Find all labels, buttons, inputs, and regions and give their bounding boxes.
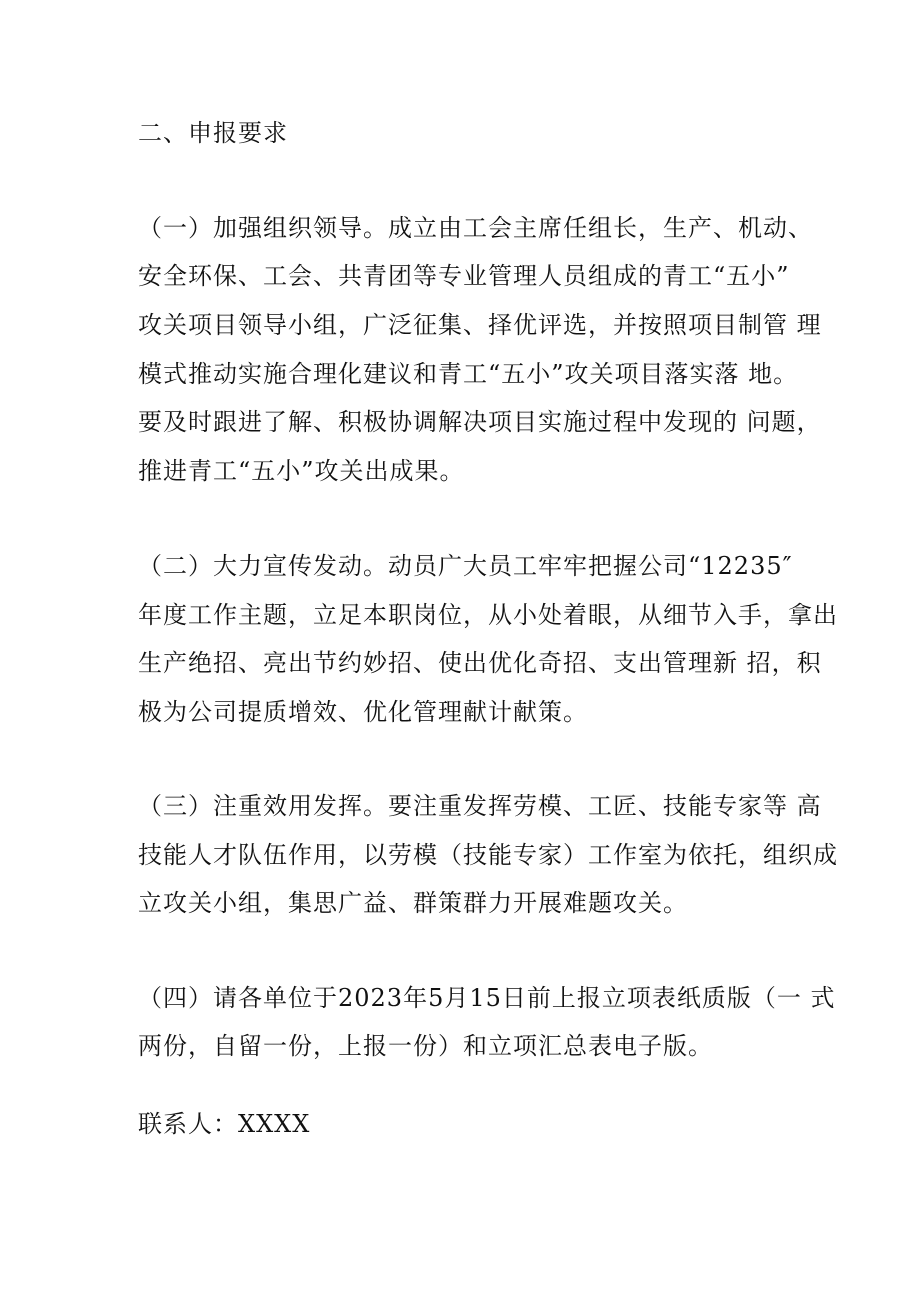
- paragraph-line: 推进青工“五小”攻关出成果。: [138, 457, 465, 485]
- paragraph-line: （四）请各单位于2023年5月15日前上报立项表纸质版（一 式: [138, 984, 836, 1012]
- paragraph-line: （三）注重效用发挥。要注重发挥劳模、工匠、技能专家等 高: [138, 792, 822, 820]
- contact-line: 联系人：XXXX: [138, 1110, 311, 1138]
- paragraph-line: 要及时跟进了解、积极协调解决项目实施过程中发现的 问题，: [138, 408, 822, 436]
- paragraph-line: 技能人才队伍作用，以劳模（技能专家）工作室为依托，组织成: [138, 841, 838, 869]
- paragraph-line: 安全环保、工会、共青团等专业管理人员组成的青工“五小”: [138, 262, 790, 290]
- paragraph-line: 年度工作主题，立足本职岗位，从小处着眼，从细节入手，拿出: [138, 601, 838, 629]
- paragraph-line: 极为公司提质增效、优化管理献计献策。: [138, 698, 588, 726]
- paragraph-line: 生产绝招、亮出节约妙招、使出优化奇招、支出管理新 招，积: [138, 649, 822, 677]
- paragraph-line: （二）大力宣传发动。动员广大员工牢牢把握公司“12235″: [138, 552, 793, 580]
- section-heading: 二、申报要求: [138, 119, 288, 147]
- paragraph-line: （一）加强组织领导。成立由工会主席任组长，生产、机动、: [138, 214, 813, 242]
- paragraph-line: 两份，自留一份，上报一份）和立项汇总表电子版。: [138, 1032, 713, 1060]
- paragraph-line: 模式推动实施合理化建议和青工“五小”攻关项目落实落 地。: [138, 360, 799, 388]
- paragraph-line: 攻关项目领导小组，广泛征集、择优评选，并按照项目制管 理: [138, 311, 822, 339]
- paragraph-line: 立攻关小组，集思广益、群策群力开展难题攻关。: [138, 889, 688, 917]
